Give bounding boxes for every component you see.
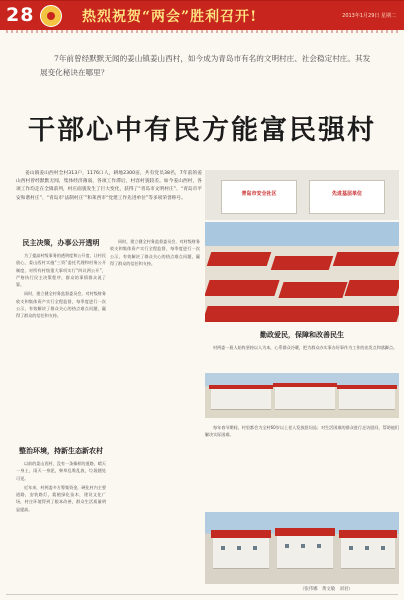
divider: [6, 30, 398, 33]
photo-credit: （张伟娜 黄文敏 刘君）: [300, 587, 353, 592]
article-title: 干部心中有民方能富民强村: [28, 115, 376, 146]
plaque-right-text: 先进基层单位: [331, 191, 362, 197]
new-houses-photo: [205, 512, 399, 584]
village-roofs-photo: [205, 222, 399, 322]
section-3-text: 村两委一班人始终坚持以人为本，心系群众冷暖，把为群众办实事办好事作为工作的出发点和落脚点。: [213, 345, 398, 350]
intro-paragraph: 姜山镇姜山西村全村313户，1176口人，耕地2300亩，共有党员38名，7年前的姜山西村曾经默默无闻，集体经济薄弱，各项工作滞后，村容村貌较差。如今姜山西村，各项工作均走在全镇前列，村庄面貌发生了巨大变化，获得了“青岛市文明村庄”、“青岛市平安和谐村庄”、“青岛市‘法制村庄’”和莱西市“党建工作先进单位”等多项荣誉称号。: [16, 171, 202, 201]
masthead-bar: [0, 0, 404, 30]
footer-line: [6, 594, 398, 595]
section-3-text-cont: 每年春节期间，村里都会为全村60岁以上老人发放慰问品；对生活困难的群众进行走访慰问，帮助他们解决实际困难。: [205, 425, 399, 438]
masthead-headline: 热烈祝贺“两会”胜利召开!: [82, 9, 258, 25]
plaque-photo: [205, 170, 399, 220]
section-3-title: 勤政爱民，保障和改善民生: [260, 330, 344, 339]
section-2-title: 整治环境，持新生态新农村: [19, 446, 103, 455]
issue-date: 2013年1月29日 星期二: [342, 13, 396, 19]
section-1-text: 为了提高村级事务的透明度和公开度，让村民放心，姜山西村实施“三资”委托代理和村务公开制度，对所有村级重大事项实行“四议两公开”，严格执行民主决策程序，群众的事情群众说了算。 同时，建立健全村务监督委员会，对村级财务收支和集体资产实行全程监督，每季度进行一次公示，有效解决了群众关心的热点难点问题，赢得了群众的信任和支持。: [16, 253, 106, 319]
party-emblem-icon: [40, 5, 62, 27]
lead-paragraph: 7年前曾经默默无闻的姜山镇姜山西村，如今成为青岛市有名的文明村庄、社会稳定村庄。其发展变化秘诀在哪里？: [40, 54, 371, 77]
plaque-left: [221, 180, 297, 214]
section-1-title: 民主决策，办事公开透明: [22, 238, 100, 247]
plaque-left-text: 青岛市安全社区: [241, 191, 277, 197]
village-street-photo: [205, 373, 399, 418]
page-number: 28: [6, 4, 35, 26]
section-2-text: 以前的姜山西村，没有一条像样的道路，晴天一身土，雨天一身泥，柴草乱堆乱放，垃圾随处可见。 近年来，村两委多方筹集资金，硬化村内主要道路，安装路灯，栽植绿化苗木，建设文化广场，村庄环境得到了根本改善，群众生活质量明显提高。: [16, 461, 106, 512]
middle-column-text: 同时，建立健全村务监督委员会，对村级财务收支和集体资产实行全程监督，每季度进行一次公示，有效解决了群众关心的热点难点问题，赢得了群众的信任和支持。: [110, 239, 200, 266]
plaque-right: [309, 180, 385, 214]
